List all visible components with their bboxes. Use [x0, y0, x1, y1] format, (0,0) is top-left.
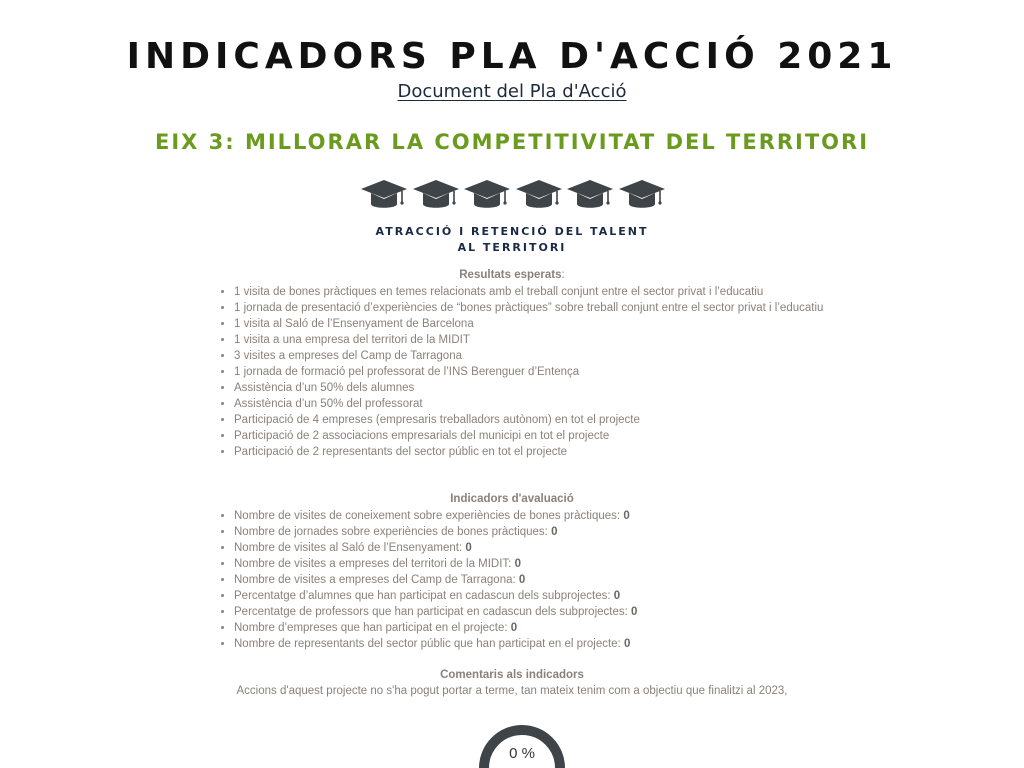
indicator-value: 0	[510, 622, 518, 634]
indicator-item	[234, 572, 834, 588]
expected-result-item: • 1 jornada de presentació d’experiències de “bones pràctiques” sobre treball conjunt entre el sector privat i l’educatiu	[234, 300, 834, 316]
indicator-item	[234, 524, 834, 540]
indicator-value: 0	[613, 590, 621, 602]
expected-result-item: • 1 visita al Saló de l’Ensenyament de Barcelona	[234, 316, 834, 332]
document-link[interactable]: Document del Pla d'Acció	[397, 81, 627, 102]
indicator-item	[234, 556, 834, 572]
indicator-value: 0	[465, 542, 472, 554]
indicator-item	[234, 508, 834, 524]
indicator-label: Nombre de representants del sector públic que han participat en el projecte:	[234, 638, 624, 650]
goal-title-line-1: ATRACCIÓ I RETENCIÓ DEL TALENT	[375, 225, 649, 238]
graduation-cap-icon	[463, 178, 511, 212]
axis-title: EIX 3: MILLORAR LA COMPETITIVITAT DEL TERRITORI	[154, 130, 870, 154]
expected-results-heading	[0, 269, 1024, 281]
progress-gauge-label: 0 %	[509, 745, 535, 762]
indicator-value: 0	[551, 526, 558, 538]
indicator-item	[234, 540, 834, 556]
indicator-item	[234, 604, 834, 620]
indicator-label: Percentatge de professors que han participat en cadascun dels subprojectes:	[234, 606, 631, 618]
expected-results-list	[216, 284, 834, 460]
expected-result-item: • Participació de 2 representants del sector públic en tot el projecte	[234, 444, 834, 460]
indicator-label: Percentatge d’alumnes que han participat en cadascun dels subprojectes:	[234, 590, 614, 602]
comments-text: Accions d'aquest projecte no s'ha pogut portar a terme, tan mateix tenim com a objectiu que finalitzi al 2023,	[236, 685, 788, 697]
expected-results-heading-text: Resultats esperats	[459, 269, 562, 281]
page-title: INDICADORS PLA D'ACCIÓ 2021	[126, 36, 898, 77]
indicators-list	[216, 508, 834, 652]
indicator-value: 0	[518, 574, 526, 586]
indicators-heading: Indicadors d'avaluació	[450, 493, 574, 505]
expected-result-item: • 1 visita a una empresa del territori de la MIDIT	[234, 332, 834, 348]
graduation-cap-icon	[515, 178, 563, 212]
goal-title	[0, 224, 1024, 256]
expected-result-item: • 1 jornada de formació pel professorat de l’INS Berenguer d’Entença	[234, 364, 834, 380]
expected-results-heading-suffix: :	[561, 269, 565, 281]
graduation-cap-icon	[618, 178, 666, 212]
indicator-value: 0	[514, 558, 521, 570]
indicator-item	[234, 620, 834, 636]
indicator-item	[234, 636, 834, 652]
indicator-value: 0	[631, 606, 638, 618]
expected-result-item: • 3 visites a empreses del Camp de Tarragona	[234, 348, 834, 364]
indicator-label: Nombre de visites al Saló de l’Ensenyament:	[234, 542, 466, 554]
indicator-item	[234, 588, 834, 604]
indicator-label: Nombre de visites de coneixement sobre experiències de bones pràctiques:	[234, 510, 624, 522]
graduation-cap-icon	[566, 178, 614, 212]
goal-title-line-2: AL TERRITORI	[457, 241, 567, 254]
expected-result-item: • Participació de 4 empreses (empresaris treballadors autònom) en tot el projecte	[234, 412, 834, 428]
expected-result-item: • Assistència d’un 50% dels alumnes	[234, 380, 834, 396]
indicator-label: Nombre de visites a empreses del territori de la MIDIT:	[234, 558, 515, 570]
graduation-cap-icon	[412, 178, 460, 212]
graduation-cap-rating	[360, 178, 666, 212]
graduation-cap-icon	[360, 178, 408, 212]
indicator-value: 0	[623, 638, 631, 650]
indicator-label: Nombre de visites a empreses del Camp de Tarragona:	[234, 574, 519, 586]
indicator-label: Nombre de jornades sobre experiències de bones pràctiques:	[234, 526, 552, 538]
expected-result-item: • 1 visita de bones pràctiques en temes relacionats amb el treball conjunt entre el sector privat i l’educatiu	[234, 284, 834, 300]
expected-result-item: • Participació de 2 associacions empresarials del municipi en tot el projecte	[234, 428, 834, 444]
indicator-value: 0	[623, 510, 630, 522]
expected-result-item: • Assistència d’un 50% del professorat	[234, 396, 834, 412]
indicator-label: Nombre d’empreses que han participat en el projecte:	[234, 622, 511, 634]
comments-heading: Comentaris als indicadors	[440, 669, 584, 681]
